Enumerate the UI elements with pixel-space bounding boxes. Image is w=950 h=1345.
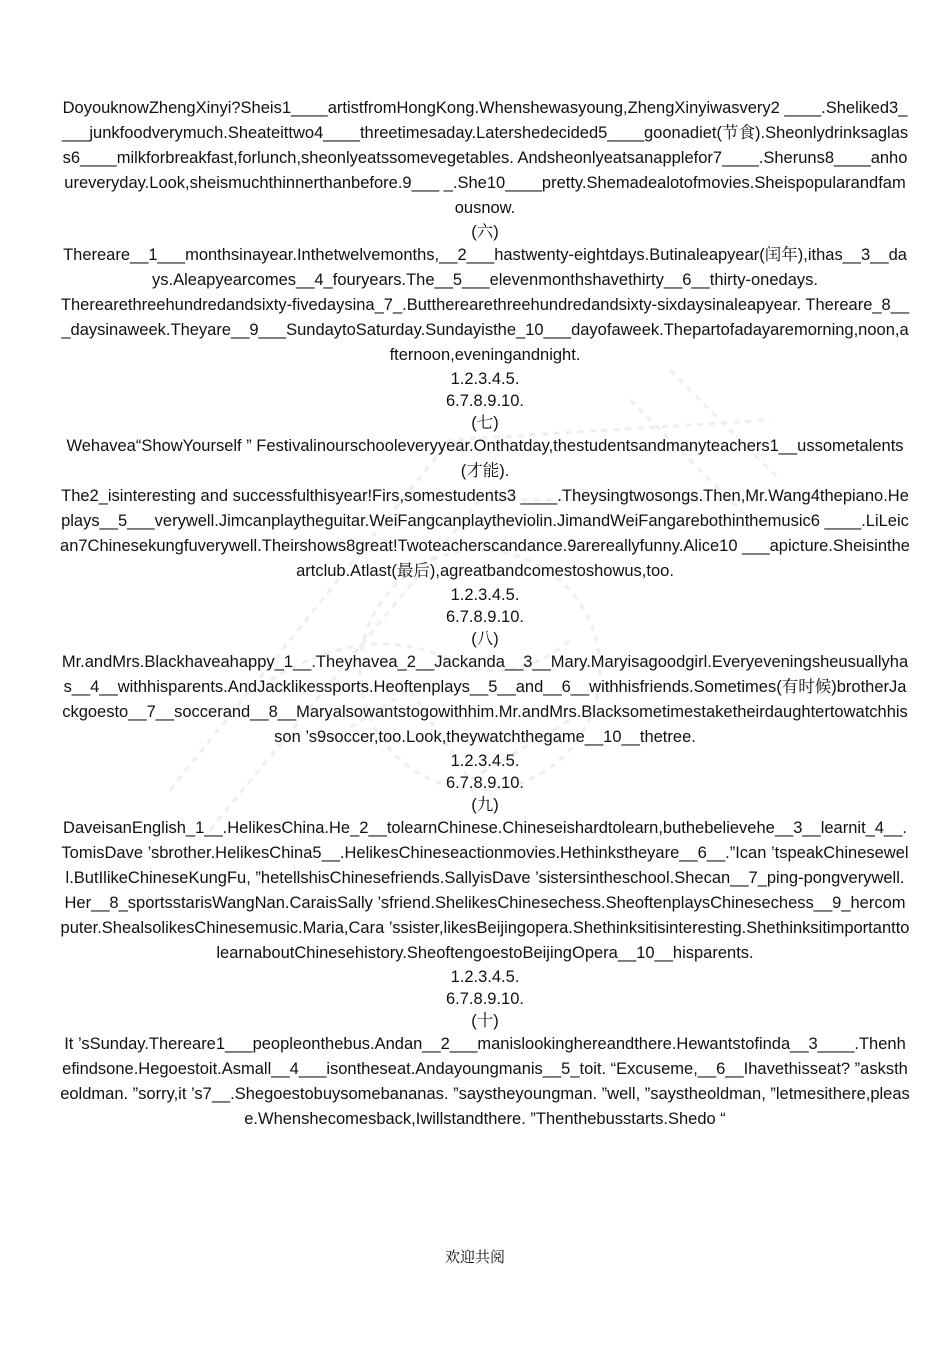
document-body — [60, 96, 910, 1132]
section-8-answer-numbers-1: 1.2.3.4.5. — [450, 752, 520, 770]
section-9-answer-numbers-1: 1.2.3.4.5. — [450, 968, 520, 986]
section-9-answer-numbers-2: 6.7.8.9.10. — [446, 990, 524, 1008]
section-9-paragraph: DaveisanEnglish_1__.HelikesChina.He_2__tolearnChinese.Chineseishardtolearn,buthebelievehe__3__learnit_4__.TomisDave ’sbrother.HelikesChina5__.HelikesChineseactionmovies.Hethinkstheyare__6__.”Ican ’tspeakChinesewell.ButIlikeChineseKungFu, ”hetellshisChinesefriends.SallyisDave ’sistersintheschool.Shecan__7_ping-pongverywell.Her__8_sportsstarisWangNan.CaraisSally ’sfriend.ShelikesChinesechess.SheoftenplaysChinesechess__9_hercomputer.ShealsolikesChinesemusic.Maria,Cara ’ssister,likesBeijingopera.Shethinksitisinteresting.ShethinksitimportanttolearnaboutChinesehistory.SheoftengoestoBeijingOpera__10__hisparents. — [60, 819, 910, 962]
section-8-paragraph: Mr.andMrs.Blackhaveahappy_1__.Theyhavea_2__Jackanda__3__Mary.Maryisagoodgirl.Everyeveningsheusuallyhas__4__withhisparents.AndJacklikessports.Heoftenplays__5__and__6__withhisfriends.Sometimes(有时候)brotherJackgoesto__7__soccerand__8__Maryalsowantstogowithhim.Mr.andMrs.Blacksometimestaketheirdaughtertowatchhisson ’s9soccer,too.Look,theywatchthegame__10__thetree. — [61, 653, 909, 746]
page-footer: 欢迎共阅 — [444, 1248, 505, 1266]
section-6 — [60, 221, 910, 412]
section-7 — [60, 412, 910, 628]
section-10-heading: (十) — [471, 1012, 499, 1030]
section-7-paragraph-2: The2_isinteresting and successfulthisyear!Firs,somestudents3 ____.Theysingtwosongs.Then,Mr.Wang4thepiano.Heplays__5___verywell.Jimcanplaytheguitar.WeiFangcanplaytheviolin.JimandWeiFangarebothinthemusic6 ____.LiLeican7Chinesekungfuverywell.Theirshows8great!Twoteacherscandance.9arereallyfunny.Alice10 ___apicture.Sheisintheartclub.Atlast(最后),agreatbandcomestoshowus,too. — [60, 487, 910, 580]
section-7-answer-numbers-1: 1.2.3.4.5. — [450, 586, 520, 604]
section-6-paragraph-2: Therearethreehundredandsixty-fivedaysina_7_.Buttherearethreehundredandsixty-sixdaysinaleapyear. Thereare_8___daysinaweek.Theyare__9___SundaytoSaturday.Sundayisthe_10___dayofaweek.Thepartofadayaremorning,noon,afternoon,eveningandnight. — [60, 296, 910, 364]
section-8 — [60, 628, 910, 794]
section-7-paragraph-1: Wehavea“ShowYourself ” Festivalinourschooleveryyear.Onthatday,thestudentsandmanyteachers1__ussometalents(才能). — [66, 437, 904, 480]
section-8-heading: (八) — [471, 630, 499, 648]
section-7-heading: (七) — [471, 414, 499, 432]
section-6-paragraph-1: Thereare__1___monthsinayear.Inthetwelvemonths,__2___hastwenty-eightdays.Butinaleapyear(闰年),ithas__3__days.Aleapyearcomes__4_fouryears.The__5___elevenmonthshavethirty__6__thirty-onedays. — [63, 246, 907, 289]
section-7-answer-numbers-2: 6.7.8.9.10. — [446, 608, 524, 626]
section-8-answer-numbers-2: 6.7.8.9.10. — [446, 774, 524, 792]
section-9-heading: (九) — [471, 796, 499, 814]
section-9 — [60, 794, 910, 1010]
section-10-paragraph: It ’sSunday.Thereare1___peopleonthebus.Andan__2___manislookinghereandthere.Hewantstofinda__3____.Thenhefindsone.Hegoestoit.Asmall__4___isontheseat.Andayoungmanis__5_toit. “Excuseme,__6__Ihavethisseat? ”askstheoldman. ”sorry,it ’s7__.Shegoestobuysomebananas. ”saystheyoungman. ”well, ”saystheoldman, ”letmesithere,please.Whenshecomesback,Iwillstandthere. ”Thenthebusstarts.Shedo “ — [60, 1035, 910, 1128]
section-5-paragraph: DoyouknowZhengXinyi?Sheis1____artistfromHongKong.Whenshewasyoung,ZhengXinyiwasvery2 ____.Sheliked3____junkfoodverymuch.Sheateittwo4____threetimesaday.Latershedecided5____goonadiet(节食).Sheonlydrinksaglass6____milkforbreakfast,forlunch,sheonlyeatssomevegetables. Andsheonlyeatsanapplefor7____.Sheruns8____anhoureveryday.Look,sheismuchthinnerthanbefore.9___ _.She10____pretty.Shemadealotofmovies.Sheispopularandfamousnow. — [61, 99, 909, 217]
section-5 — [60, 96, 910, 221]
section-6-answer-numbers-2: 6.7.8.9.10. — [446, 392, 524, 410]
section-10 — [60, 1010, 910, 1132]
section-6-heading: (六) — [471, 223, 499, 241]
section-6-answer-numbers-1: 1.2.3.4.5. — [450, 370, 520, 388]
